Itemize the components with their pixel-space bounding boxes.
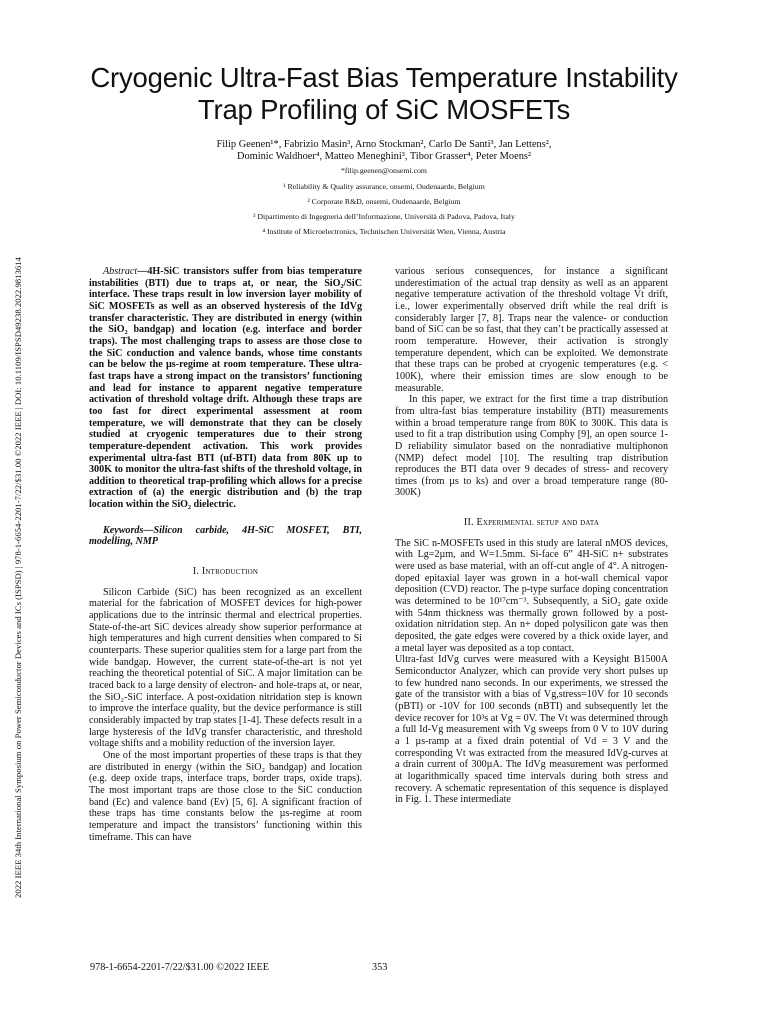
abstract-label: Abstract: [103, 266, 138, 277]
author-line-1: Filip Geenen¹*, Fabrizio Masin³, Arno Stockman², Carlo De Santi³, Jan Lettens²,: [216, 139, 552, 150]
author-line-2: Dominic Waldhoer⁴, Matteo Meneghini³, Tibor Grasser⁴, Peter Moens²: [236, 150, 532, 162]
keywords: Keywords—Silicon carbide, 4H-SiC MOSFET, BTI, modelling, NMP: [89, 524, 362, 548]
author-list: [100, 139, 668, 162]
paper-title: Cryogenic Ultra-Fast Bias Temperature Instability Trap Profiling of SiC MOSFETs: [90, 62, 678, 125]
affiliation-3: ³ Dipartimento di Ingegneria dell’Informazione, Università di Padova, Padova, Italy: [253, 212, 515, 221]
doi-sidebar: [10, 128, 24, 898]
abstract: [89, 266, 362, 511]
affiliation-1: ¹ Reliability & Quality assurance, onsemi, Oudenaarde, Belgium: [283, 182, 485, 191]
affiliation-2: ² Corporate R&D, onsemi, Oudenaarde, Belgium: [307, 197, 461, 206]
page-number: 353: [372, 962, 388, 973]
doi-sidebar-text: 2022 IEEE 34th International Symposium on Power Semiconductor Devices and ICs (ISPSD) | 978-1-6654-2201-7/22/$31.00 ©2022 IEEE | DOI: 10.1109/ISPSD49238.2022.9813614: [13, 257, 23, 898]
corresponding-email[interactable]: *filip.geenen@onsemi.com: [341, 166, 427, 175]
affiliation-4: ⁴ Institute of Microelectronics, Technischen Universität Wien, Vienna, Austria: [262, 227, 506, 236]
abstract-text: —4H-SiC transistors suffer from bias temperature instabilities (BTI) due to traps at, or near, the SiO₂/SiC interface. These traps result in low inversion layer mobility of SiC MOSFETs as well as an observed hysteresis of the IdVg transfer characteristic. They are distributed in energy (within the SiO₂ bandgap) and location (e.g. interface and border traps). The most challenging traps to assess are those close to the SiC conduction and valence bands, whose time constants can be below the µs-regime at room temperature. These ultra-fast traps have a strong impact on the transistors’ functioning and lead for instance to apparent negative temperature activation of threshold voltage drift. Although these traps are too fast for direct experimental assessment at room temperature, we will demonstrate that they can be closely studied at cryogenic temperatures due to their strong temperature-dependent activation. This work provides experimental ultra-fast BTI (uf-BTI) data from 80K up to 300K to monitor the ultra-fast shifts of the threshold voltage, in addition to theoretical trap-profiling which allows for a precise extraction of (a) the energic distribution and (b) the trap location within the SiO₂ dielectric.: [89, 266, 362, 511]
left-column: [89, 266, 362, 843]
right-paragraph-2: In this paper, we extract for the first time a trap distribution from ultra-fast bias temperature instability (BTI) measurements within a broad temperature range from 80K to 300K. This data is used to fit a trap distribution using Comphy [9], an open source 1-D reliability simulator based on the nonradiative multiphonon (NMP) defect model [10]. The resulting trap distribution reproduces the BTI data over 9 decades of stress- and recovery times (from µs to ks) and over a broad temperature range (80-300K): [395, 394, 668, 499]
experimental-paragraph-1: The SiC n-MOSFETs used in this study are lateral nMOS devices, with Lg=2µm, and W=1.5mm. Si-face 6” 4H-SiC n+ substrates were used as base material, with an off-cut angle of 4°. A nitrogen-doped epitaxial layer was grown in a hot-wall chemical vapor deposition (CVD) reactor. The p-type surface doping concentration was determined to be 10¹⁷cm⁻³. Subsequently, a SiO₂ gate oxide with 54nm thickness was thermally grown followed by a post-oxidation nitridation step. An n+ doped polysilicon gate was then deposited, the gate edges were covered by a thick oxide layer, and a metal layer was deposited as a top contact.: [395, 537, 668, 654]
experimental-paragraph-2: Ultra-fast IdVg curves were measured with a Keysight B1500A Semiconductor Analyzer, which can provide very short pulses up to few hundred nano seconds. In our experiments, we stressed the gate of the transistor with a bias of Vg,stress=10V for 10 seconds (pBTI) or -10V for 100 seconds (nBTI) and subsequently let the device recover for 10³s at Vg = 0V. The Vt was determined through a full Id-Vg measurement with Vg sweeps from 0 V to 10V during a 1 µs-ramp at a fixed drain potential of Vd = 3 V and the corresponding Vt was extracted from the measured IdVg-curves at a drain current of 300µA. The IdVg measurement was performed at logarithmically spaced time intervals during both stress and recovery. A schematic representation of this sequence is displayed in Fig. 1. These intermediate: [395, 654, 668, 806]
section-heading-introduction: I. Introduction: [192, 566, 259, 578]
right-paragraph-1: various serious consequences, for instance a significant underestimation of the actual trap density as well as an apparent negative temperature activation of the threshold voltage Vt drift, i.e., lower experimentally observed drift while the real drift is considerably larger [7, 8]. Traps near the valence- or conduction band of SiC can be so fast, that they can’t be practically assessed at room temperature. However, their activation is strongly temperature dependent, which can be exploited. We demonstrate that these traps can be probed at cryogenic temperatures (e.g. < 100K), where their emission times are slow enough to be measurable.: [395, 266, 668, 394]
intro-paragraph-2: One of the most important properties of these traps is that they are distributed in energy (within the SiO₂ bandgap) and location (e.g. deep oxide traps, interface traps, border traps, oxide traps). The most important traps are those close to the SiC conduction band (Ec) and valence band (Ev) [5, 6]. A significant fraction of these traps has time constants below the µs-regime at room temperature and impact the transistors’ functioning within this timeframe. This can have: [89, 749, 362, 843]
footer-copyright: 978-1-6654-2201-7/22/$31.00 ©2022 IEEE: [90, 962, 269, 973]
right-column: [395, 266, 668, 806]
intro-paragraph-1: Silicon Carbide (SiC) has been recognized as an excellent material for the fabrication of MOSFET devices for high-power applications due to the intrinsic thermal and electrical properties. State-of-the-art SiC devices already show superior performance at high temperatures and high current densities when compared to Si counterparts. These superior qualities stem for a large part from the wide bandgap. However, the current state-of-the-art is not yet reaching the theoretical potential of SiC. A major limitation can be traced back to a large density of electron- and hole-traps at, or near, the SiO₂-SiC interface. A post-oxidation nitridation step is known to improve the interface quality, but the device performance is still considerably impacted by trap states [1-4]. These defects result in a large hysteresis of the IdVg transfer characteristic, and threshold voltage shifts and a mobility reduction of the inversion layer.: [89, 586, 362, 750]
section-heading-experimental: II. Experimental setup and data: [463, 517, 600, 529]
